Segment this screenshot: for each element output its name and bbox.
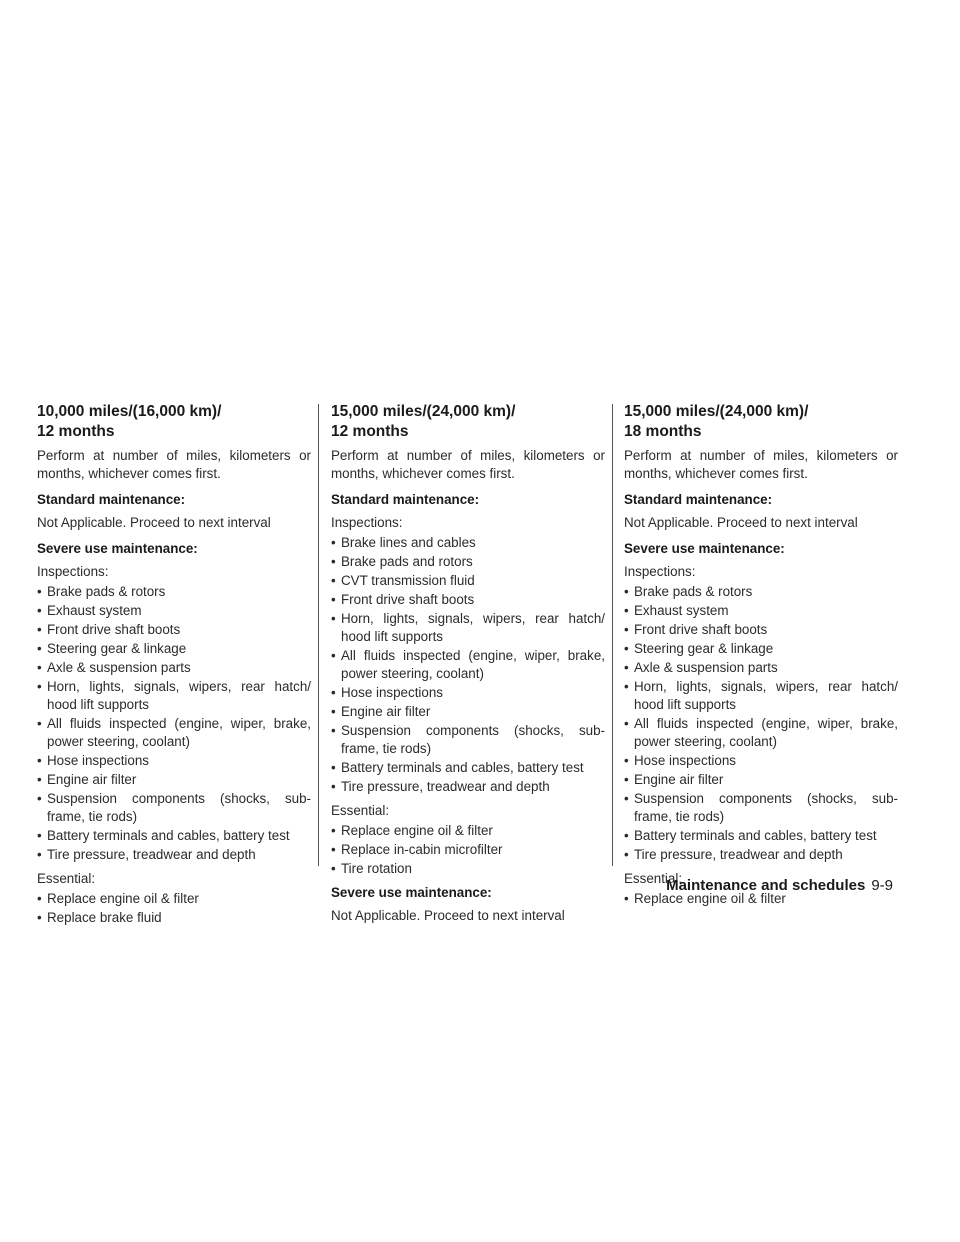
list-item: • Horn, lights, signals, wipers, rear hatch/ hood lift supports [331, 610, 605, 646]
interval-intro: Perform at number of miles, kilometers or months, whichever comes first. [37, 448, 311, 481]
list-item: • Battery terminals and cables, battery test [331, 759, 605, 777]
interval-heading-line1: 15,000 miles/(24,000 km)/ [624, 403, 809, 420]
interval-heading [37, 402, 311, 442]
severe-maintenance-label: Severe use maintenance: [331, 885, 492, 900]
list-item: • Hose inspections [37, 752, 311, 770]
list-item: • Hose inspections [624, 752, 898, 770]
interval-intro: Perform at number of miles, kilometers or months, whichever comes first. [331, 448, 605, 481]
standard-maintenance-label: Standard maintenance: [37, 492, 186, 507]
list-item: • Horn, lights, signals, wipers, rear hatch/ hood lift supports [624, 678, 898, 714]
inspections-list [624, 583, 898, 864]
standard-maintenance-label: Standard maintenance: [331, 492, 480, 507]
list-item: • Engine air filter [331, 703, 605, 721]
inspections-label: Inspections: [624, 564, 696, 579]
list-item: • Engine air filter [37, 771, 311, 789]
inspections-list [331, 534, 605, 796]
schedule-column-15000-miles-18-months [624, 402, 898, 914]
essential-list [331, 822, 605, 878]
list-item: • Suspension components (shocks, sub-frame, tie rods) [624, 790, 898, 826]
list-item: • Brake pads and rotors [331, 553, 605, 571]
list-item: • All fluids inspected (engine, wiper, brake, power steering, coolant) [624, 715, 898, 751]
list-item: • Tire rotation [331, 860, 605, 878]
severe-maintenance-label: Severe use maintenance: [624, 541, 785, 556]
list-item: • Brake pads & rotors [624, 583, 898, 601]
list-item: • Exhaust system [624, 602, 898, 620]
standard-maintenance-text: Not Applicable. Proceed to next interval [624, 515, 858, 530]
list-item: • Brake pads & rotors [37, 583, 311, 601]
column-divider [318, 404, 319, 866]
list-item: • Battery terminals and cables, battery test [624, 827, 898, 845]
essential-label: Essential: [37, 871, 96, 886]
list-item: • Suspension components (shocks, sub-frame, tie rods) [37, 790, 311, 826]
list-item: • Replace engine oil & filter [37, 890, 311, 908]
interval-intro: Perform at number of miles, kilometers or months, whichever comes first. [624, 448, 898, 481]
list-item: • Tire pressure, treadwear and depth [37, 846, 311, 864]
list-item: • All fluids inspected (engine, wiper, brake, power steering, coolant) [37, 715, 311, 751]
interval-heading [624, 402, 898, 442]
schedule-column-10000-miles [37, 402, 311, 933]
interval-heading-line2: 18 months [624, 423, 702, 440]
list-item: • Front drive shaft boots [624, 621, 898, 639]
list-item: • Axle & suspension parts [624, 659, 898, 677]
list-item: • Suspension components (shocks, sub-frame, tie rods) [331, 722, 605, 758]
footer-section-title: Maintenance and schedules [666, 877, 866, 894]
interval-heading-line1: 15,000 miles/(24,000 km)/ [331, 403, 516, 420]
severe-maintenance-text: Not Applicable. Proceed to next interval [331, 908, 565, 923]
list-item: • CVT transmission fluid [331, 572, 605, 590]
list-item: • Exhaust system [37, 602, 311, 620]
inspections-label: Inspections: [331, 515, 403, 530]
list-item: • Axle & suspension parts [37, 659, 311, 677]
schedule-column-15000-miles-12-months [331, 402, 605, 933]
essential-label: Essential: [624, 871, 683, 886]
list-item: • Tire pressure, treadwear and depth [624, 846, 898, 864]
list-item: • Tire pressure, treadwear and depth [331, 778, 605, 796]
list-item: • Brake lines and cables [331, 534, 605, 552]
list-item: • Steering gear & linkage [624, 640, 898, 658]
list-item: • All fluids inspected (engine, wiper, brake, power steering, coolant) [331, 647, 605, 683]
interval-heading-line1: 10,000 miles/(16,000 km)/ [37, 403, 222, 420]
list-item: • Replace in-cabin microfilter [331, 841, 605, 859]
essential-list [37, 890, 311, 927]
severe-maintenance-label: Severe use maintenance: [37, 541, 198, 556]
list-item: • Engine air filter [624, 771, 898, 789]
standard-maintenance-label: Standard maintenance: [624, 492, 773, 507]
list-item: • Hose inspections [331, 684, 605, 702]
list-item: • Replace engine oil & filter [331, 822, 605, 840]
list-item: • Steering gear & linkage [37, 640, 311, 658]
list-item: • Replace brake fluid [37, 909, 311, 927]
page-number: 9-9 [871, 877, 893, 894]
inspections-label: Inspections: [37, 564, 109, 579]
interval-heading-line2: 12 months [331, 423, 409, 440]
standard-maintenance-text: Not Applicable. Proceed to next interval [37, 515, 271, 530]
list-item: • Battery terminals and cables, battery test [37, 827, 311, 845]
list-item: • Front drive shaft boots [331, 591, 605, 609]
page-footer [666, 876, 893, 896]
inspections-list [37, 583, 311, 864]
list-item: • Front drive shaft boots [37, 621, 311, 639]
essential-label: Essential: [331, 803, 390, 818]
list-item: • Horn, lights, signals, wipers, rear hatch/ hood lift supports [37, 678, 311, 714]
interval-heading-line2: 12 months [37, 423, 115, 440]
list-item: • Replace engine oil & filter [624, 890, 898, 908]
interval-heading [331, 402, 605, 442]
column-divider [612, 404, 613, 866]
